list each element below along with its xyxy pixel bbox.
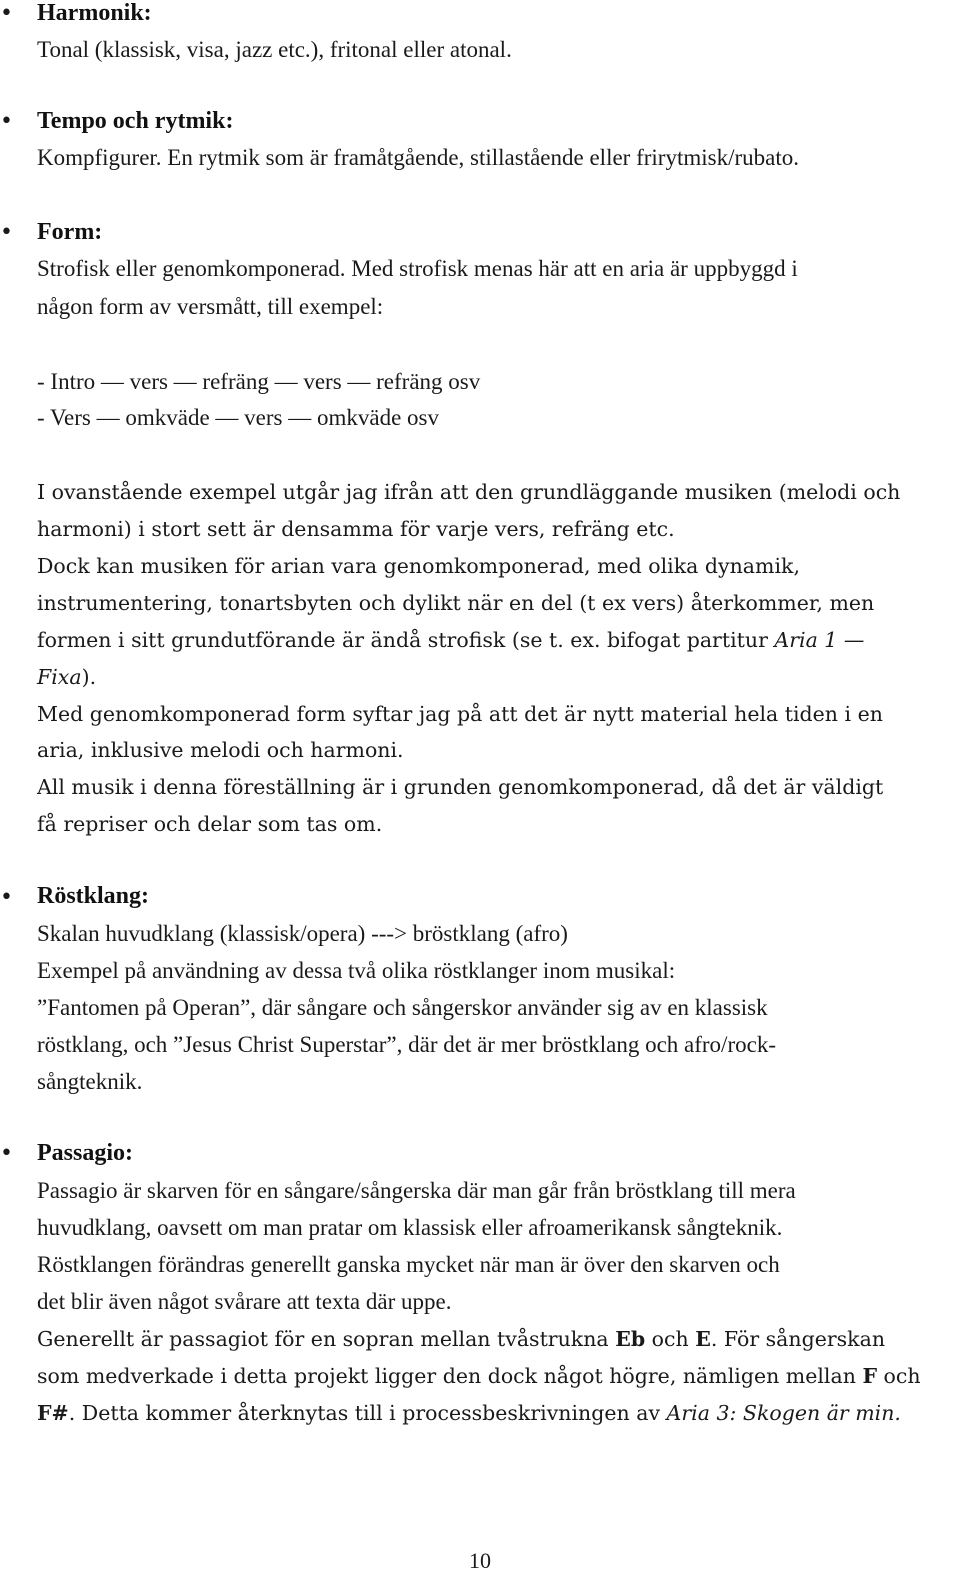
paragraph-line: sångteknik.	[37, 1069, 143, 1094]
line-text: och	[645, 1327, 696, 1351]
note-name: F	[862, 1364, 877, 1388]
paragraph-line: Skalan huvudklang (klassisk/opera) ---> bröstklang (afro)	[37, 921, 568, 946]
section-heading-passagio: Passagio:	[37, 1140, 133, 1166]
section-heading-rostklang: Röstklang:	[37, 883, 150, 909]
line-text: Generellt är passagiot för en sopran mellan tvåstrukna	[37, 1327, 616, 1351]
paragraph-line: röstklang, och ”Jesus Christ Superstar”, där det är mer bröstklang och afro/rock-	[37, 1032, 776, 1057]
note-name: E	[695, 1327, 711, 1351]
paragraph-line: Med genomkomponerad form syftar jag på att det är nytt material hela tiden i en	[37, 702, 883, 726]
paragraph-line	[37, 1400, 901, 1426]
paragraph-line: Passagio är skarven för en sångare/sångerska där man går från bröstklang till mera	[37, 1178, 796, 1203]
paragraph-line	[37, 627, 864, 653]
section-heading-harmonik: Harmonik:	[37, 0, 152, 26]
page-number: 10	[469, 1548, 491, 1573]
paragraph-line	[37, 1363, 921, 1389]
score-reference: Aria 1 —	[774, 628, 865, 652]
line-text: . Detta kommer återknytas till i processbeskrivningen av	[68, 1401, 667, 1425]
paragraph-line: aria, inklusive melodi och harmoni.	[37, 738, 404, 762]
paragraph-line	[37, 664, 96, 690]
paragraph-line: I ovanstående exempel utgår jag ifrån att den grundläggande musiken (melodi och	[37, 480, 901, 504]
line-text: . För sångerskan	[710, 1327, 886, 1351]
paragraph-line: ”Fantomen på Operan”, där sångare och sångerskor använder sig av en klassisk	[37, 995, 768, 1020]
bullet-icon: •	[0, 885, 13, 910]
score-reference: Aria 3: Skogen är min.	[666, 1401, 901, 1425]
paragraph-line: Tonal (klassisk, visa, jazz etc.), fritonal eller atonal.	[37, 37, 512, 62]
bullet-icon: •	[0, 109, 13, 134]
paragraph-line: Röstklangen förändras generellt ganska mycket när man är över den skarven och	[37, 1252, 780, 1277]
note-name: Eb	[615, 1327, 646, 1351]
paragraph-line	[37, 1326, 885, 1352]
paragraph-line: harmoni) i stort sett är densamma för varje vers, refräng etc.	[37, 517, 675, 541]
paragraph-line: Exempel på användning av dessa två olika röstklanger inom musikal:	[37, 958, 676, 983]
line-text: formen i sitt grundutförande är ändå strofisk (se t. ex. bifogat partitur	[37, 628, 775, 652]
paragraph-line: Kompfigurer. En rytmik som är framåtgående, stillastående eller frirytmisk/rubato.	[37, 145, 799, 170]
form-example-line: - Vers — omkväde — vers — omkväde osv	[37, 405, 440, 430]
paragraph-line: få repriser och delar som tas om.	[37, 812, 383, 836]
paragraph-line: det blir även något svårare att texta där uppe.	[37, 1289, 452, 1314]
line-text: och	[877, 1364, 921, 1388]
form-example-line: - Intro — vers — refräng — vers — refräng osv	[37, 369, 481, 394]
paragraph-line: All musik i denna föreställning är i grunden genomkomponerad, då det är väldigt	[37, 775, 884, 799]
section-heading-form: Form:	[37, 219, 103, 245]
paragraph-line: Dock kan musiken för arian vara genomkomponerad, med olika dynamik,	[37, 554, 800, 578]
paragraph-line: Strofisk eller genomkomponerad. Med strofisk menas här att en aria är uppbyggd i	[37, 256, 798, 281]
score-reference: Fixa	[37, 665, 82, 689]
paragraph-line: instrumentering, tonartsbyten och dylikt när en del (t ex vers) återkommer, men	[37, 591, 875, 615]
note-name: F#	[37, 1401, 69, 1425]
bullet-icon: •	[0, 1, 13, 26]
section-heading-tempo: Tempo och rytmik:	[37, 108, 234, 134]
line-text: som medverkade i detta projekt ligger den dock något högre, nämligen mellan	[37, 1364, 863, 1388]
bullet-icon: •	[0, 220, 13, 245]
paragraph-line: någon form av versmått, till exempel:	[37, 294, 384, 319]
line-text: ).	[81, 665, 97, 689]
bullet-icon: •	[0, 1141, 13, 1166]
paragraph-line: huvudklang, oavsett om man pratar om klassisk eller afroamerikansk sångteknik.	[37, 1215, 783, 1240]
